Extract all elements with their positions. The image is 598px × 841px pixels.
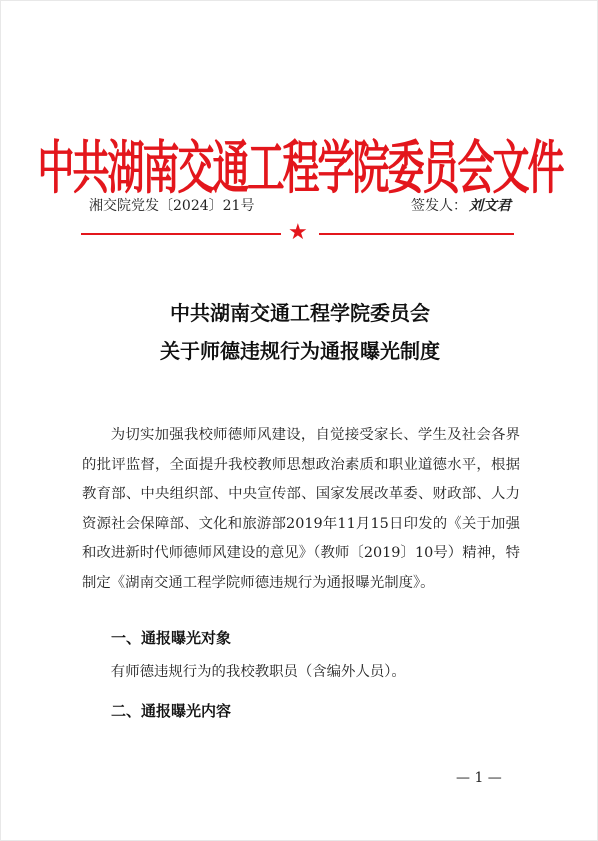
section1-body: 有师德违规行为的我校教职员（含编外人员）。	[110, 664, 406, 680]
signer	[411, 195, 511, 215]
page-number: — 1 —	[456, 770, 502, 786]
section1-title: 一、通报曝光对象	[111, 629, 232, 647]
red-star-icon: ★	[288, 220, 308, 245]
section2-title: 二、通报曝光内容	[111, 702, 232, 720]
document-number: 湘交院党发〔2024〕21号	[89, 198, 255, 214]
red-header-title: 中共湖南交通工程学院委员会文件	[37, 134, 563, 202]
document-title-line1: 中共湖南交通工程学院委员会	[170, 301, 430, 325]
red-divider-right	[319, 233, 514, 235]
signer-label: 签发人：	[411, 198, 467, 214]
intro-paragraph: 为切实加强我校师德师风建设，自觉接受家长、学生及社会各界的批评监督，全面提升我校教师思想政治素质和职业道德水平，根据教育部、中央组织部、中央宣传部、国家发展改革委、财政部、人力资源社会保障部、文化和旅游部2019年11月15日印发的《关于加强和改进新时代师德师风建设的意见》（教师〔2019〕10号）精神，特制定《湖南交通工程学院师德违规行为通报曝光制度》。	[82, 427, 520, 591]
red-divider-left	[81, 233, 281, 235]
document-title-line2: 关于师德违规行为通报曝光制度	[160, 339, 440, 363]
signer-name: 刘文君	[469, 198, 511, 214]
